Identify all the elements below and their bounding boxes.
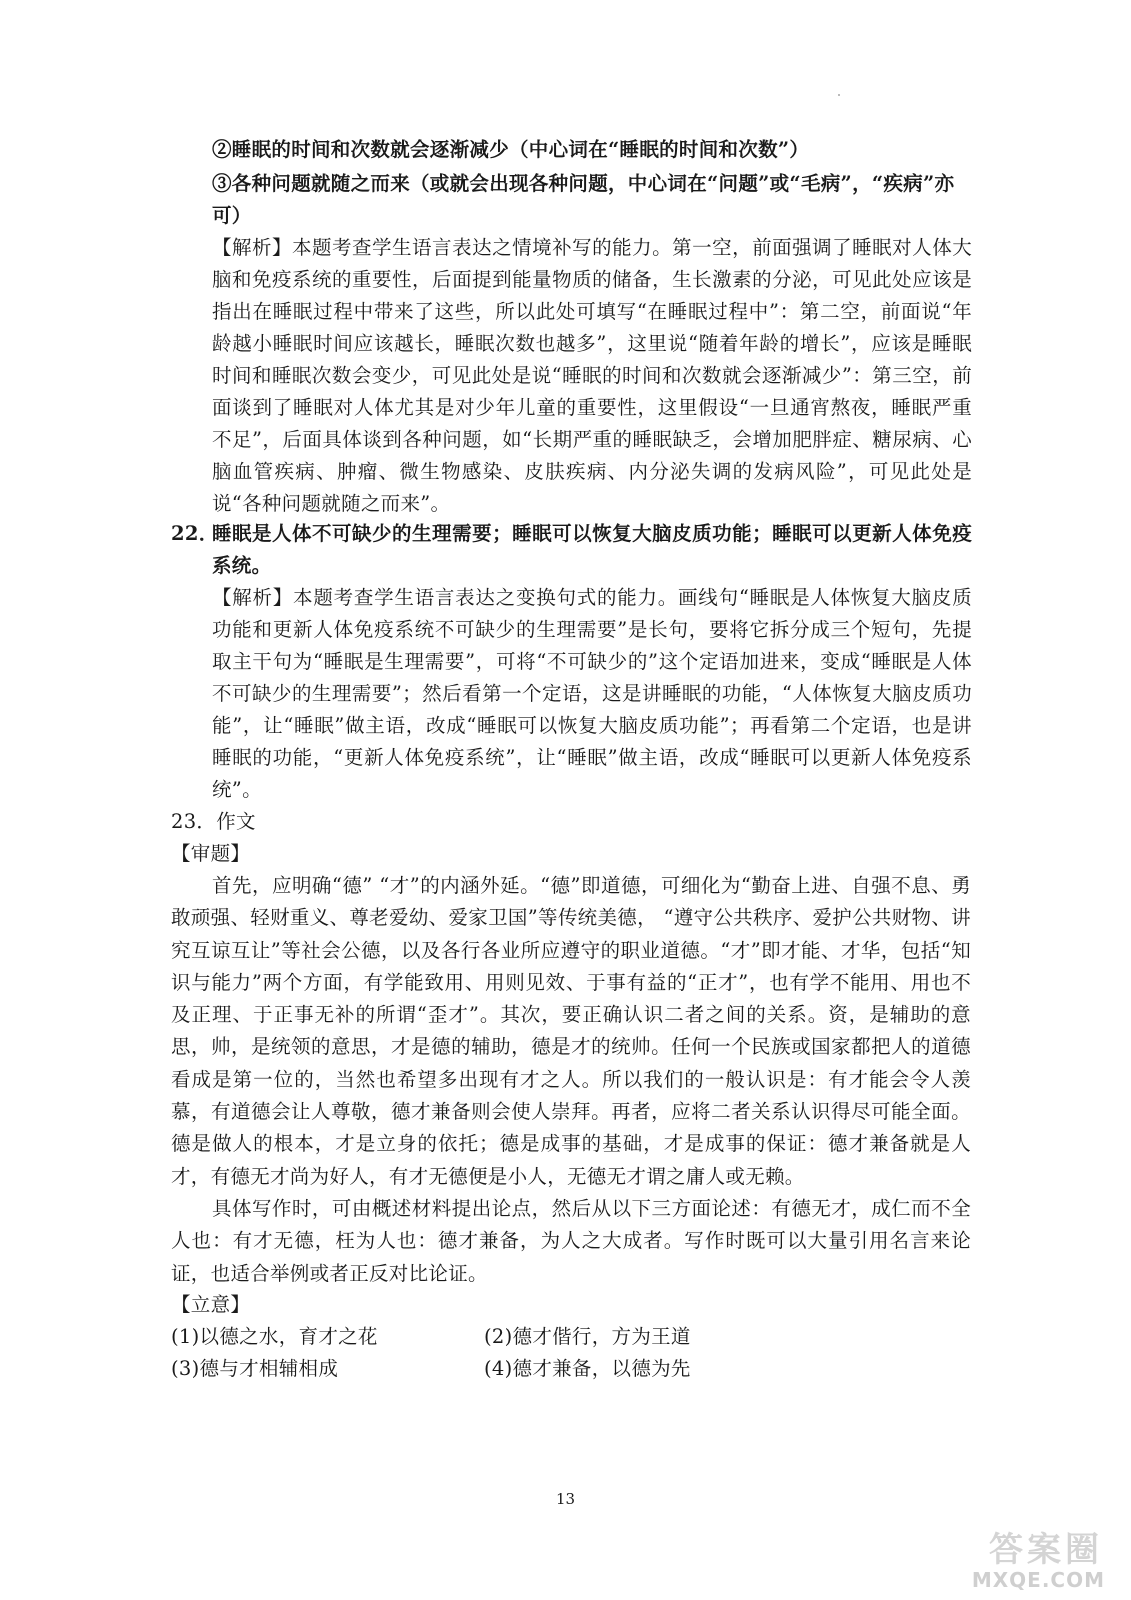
page-number: 13 [555, 1490, 576, 1508]
watermark-logo [943, 1530, 1113, 1592]
answer-21-3-line1: ③各种问题就随之而来（或就会出现各种问题，中心词在“问题”或“毛病”，“疾病”亦 [212, 172, 955, 195]
watermark-mark: 答案圈 [989, 1530, 1103, 1570]
answer-21-2: ②睡眠的时间和次数就会逐渐减少（中心词在“睡眠的时间和次数”） [212, 138, 810, 161]
review-title: 【审题】 [171, 842, 251, 865]
idea-title: 【立意】 [171, 1293, 251, 1316]
idea-4: (4)德才兼备，以德为先 [484, 1357, 691, 1380]
answer-22: 睡眠是人体不可缺少的生理需要；睡眠可以恢复大脑皮质功能；睡眠可以更新人体免疫系统。 [212, 522, 972, 577]
answer-21-3-line2: 可） [212, 204, 252, 227]
analysis-21: 【解析】本题考查学生语言表达之情境补写的能力。第一空，前面强调了睡眠对人体大脑和免疫系统的重要性，后面提到能量物质的储备，生长激素的分泌，可见此处应该是指出在睡眠过程中带来了这些，所以此处可填写“在睡眠过程中”：第二空，前面说“年龄越小睡眠时间应该越长，睡眠次数也越多”，这里说“随着年龄的增长”，应该是睡眠时间和睡眠次数会变少，可见此处是说“睡眠的时间和次数就会逐渐减少”：第三空，前面谈到了睡眠对人体尤其是对少年儿童的重要性，这里假设“一旦通宵熬夜，睡眠严重不足”，后面具体谈到各种问题，如“长期严重的睡眠缺乏，会增加肥胖症、糖尿病、心脑血管疾病、肿瘤、微生物感染、皮肤疾病、内分泌失调的发病风险”，可见此处是说“各种问题就随之而来”。 [212, 236, 972, 515]
analysis-22: 【解析】本题考查学生语言表达之变换句式的能力。画线句“睡眠是人体恢复大脑皮质功能和更新人体免疫系统不可缺少的生理需要”是长句，要将它拆分成三个短句，先提取主干句为“睡眠是生理需要”，可将“不可缺少的”这个定语加进来，变成“睡眠是人体不可缺少的生理需要”；然后看第一个定语，这是讲睡眠的功能，“人体恢复大脑皮质功能”，让“睡眠”做主语，改成“睡眠可以恢复大脑皮质功能”；再看第二个定语，也是讲睡眠的功能，“更新人体免疫系统”，让“睡眠”做主语，改成“睡眠可以更新人体免疫系统”。 [212, 586, 972, 801]
question-23-heading: 23．作文 [171, 810, 256, 833]
idea-1: (1)以德之水，育才之花 [171, 1325, 378, 1348]
review-paragraph-1: 首先，应明确“德” “才”的内涵外延。“德”即道德，可细化为“勤奋上进、自强不息、勇敢顽强、轻财重义、尊老爱幼、爱家卫国”等传统美德， “遵守公共秩序、爱护公共财物、讲究互谅互让”等社会公德，以及各行各业所应遵守的职业道德。“才”即才能、才华，包括“知识与能力”两个方面，有学能致用、用则见效、于事有益的“正才”，也有学不能用、用也不及正理、于正事无补的所谓“歪才”。其次，要正确认识二者之间的关系。资，是辅助的意思，帅，是统领的意思，才是德的辅助，德是才的统帅。任何一个民族或国家都把人的道德看成是第一位的，当然也希望多出现有才之人。所以我们的一般认识是：有才能会令人羡慕，有道德会让人尊敬，德才兼备则会使人崇拜。再者，应将二者关系认识得尽可能全面。德是做人的根本，才是立身的依托；德是成事的基础，才是成事的保证：德才兼备就是人才，有德无才尚为好人，有才无德便是小人，无德无才谓之庸人或无赖。 [171, 874, 971, 1188]
question-22-number: 22． [171, 522, 219, 545]
idea-3: (3)德与才相辅相成 [171, 1357, 339, 1380]
watermark-url: MXQE.COM [971, 1568, 1105, 1592]
idea-2: (2)德才偕行，方为王道 [484, 1325, 691, 1348]
review-paragraph-2: 具体写作时，可由概述材料提出论点，然后从以下三方面论述：有德无才，成仁而不全人也：有才无德，枉为人也：德才兼备，为人之大成者。写作时既可以大量引用名言来论证，也适合举例或者正反对比论证。 [171, 1197, 971, 1285]
scan-speck [838, 94, 840, 96]
